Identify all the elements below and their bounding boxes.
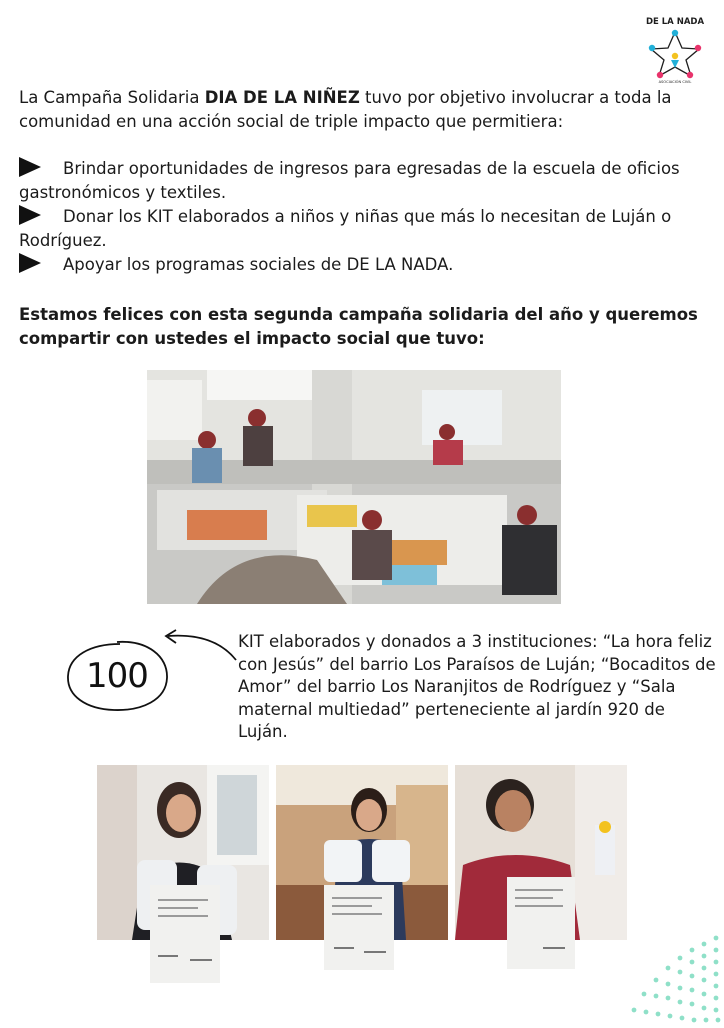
kit-counter — [62, 638, 172, 714]
intro-part1: La Campaña Solidaria — [19, 88, 205, 107]
letter-photo-2 — [324, 885, 394, 970]
kitchen-photo — [147, 370, 561, 604]
campaign-name: DIA DE LA NIÑEZ — [204, 88, 360, 107]
letter-photo-3 — [507, 877, 575, 969]
logo — [642, 12, 708, 84]
list-item: Brindar oportunidades de ingresos para egresadas de la escuela de oficios gastronómicos y textiles. — [19, 159, 680, 202]
kit-description: KIT elaborados y donados a 3 instituciones: “La hora feliz con Jesús” del barrio Los Paraísos de Luján; “Bocaditos de Amor” del barrio Los Naranjitos de Rodríguez y “Sala maternal multiedad” perteneciente al jardín 920 de Luján. — [238, 632, 716, 741]
logo-subtitle: ASOCIACIÓN CIVIL — [658, 80, 692, 84]
triangle-bullet-icon — [19, 205, 41, 225]
kit-count: 100 — [86, 656, 148, 696]
intro-part2: tuvo por objetivo involucrar a toda la comunidad en una acción social de triple impacto que permitiera: — [19, 88, 672, 131]
impact-headline: Estamos felices con esta segunda campaña solidaria del año y queremos compartir con ustedes el impacto social que tuvo: — [19, 305, 698, 348]
decorative-dots — [626, 932, 724, 1024]
intro-paragraph — [19, 86, 709, 134]
list-item: Donar los KIT elaborados a niños y niñas que más lo necesitan de Luján o Rodríguez. — [19, 207, 672, 250]
list-item: Apoyar los programas sociales de DE LA NADA. — [19, 253, 709, 277]
logo-title: DE LA NADA — [645, 17, 705, 27]
objectives-list — [19, 157, 709, 277]
triangle-bullet-icon — [19, 253, 41, 273]
arrow-icon — [160, 626, 240, 662]
triangle-bullet-icon — [19, 157, 41, 177]
letter-photo-1 — [150, 885, 220, 983]
